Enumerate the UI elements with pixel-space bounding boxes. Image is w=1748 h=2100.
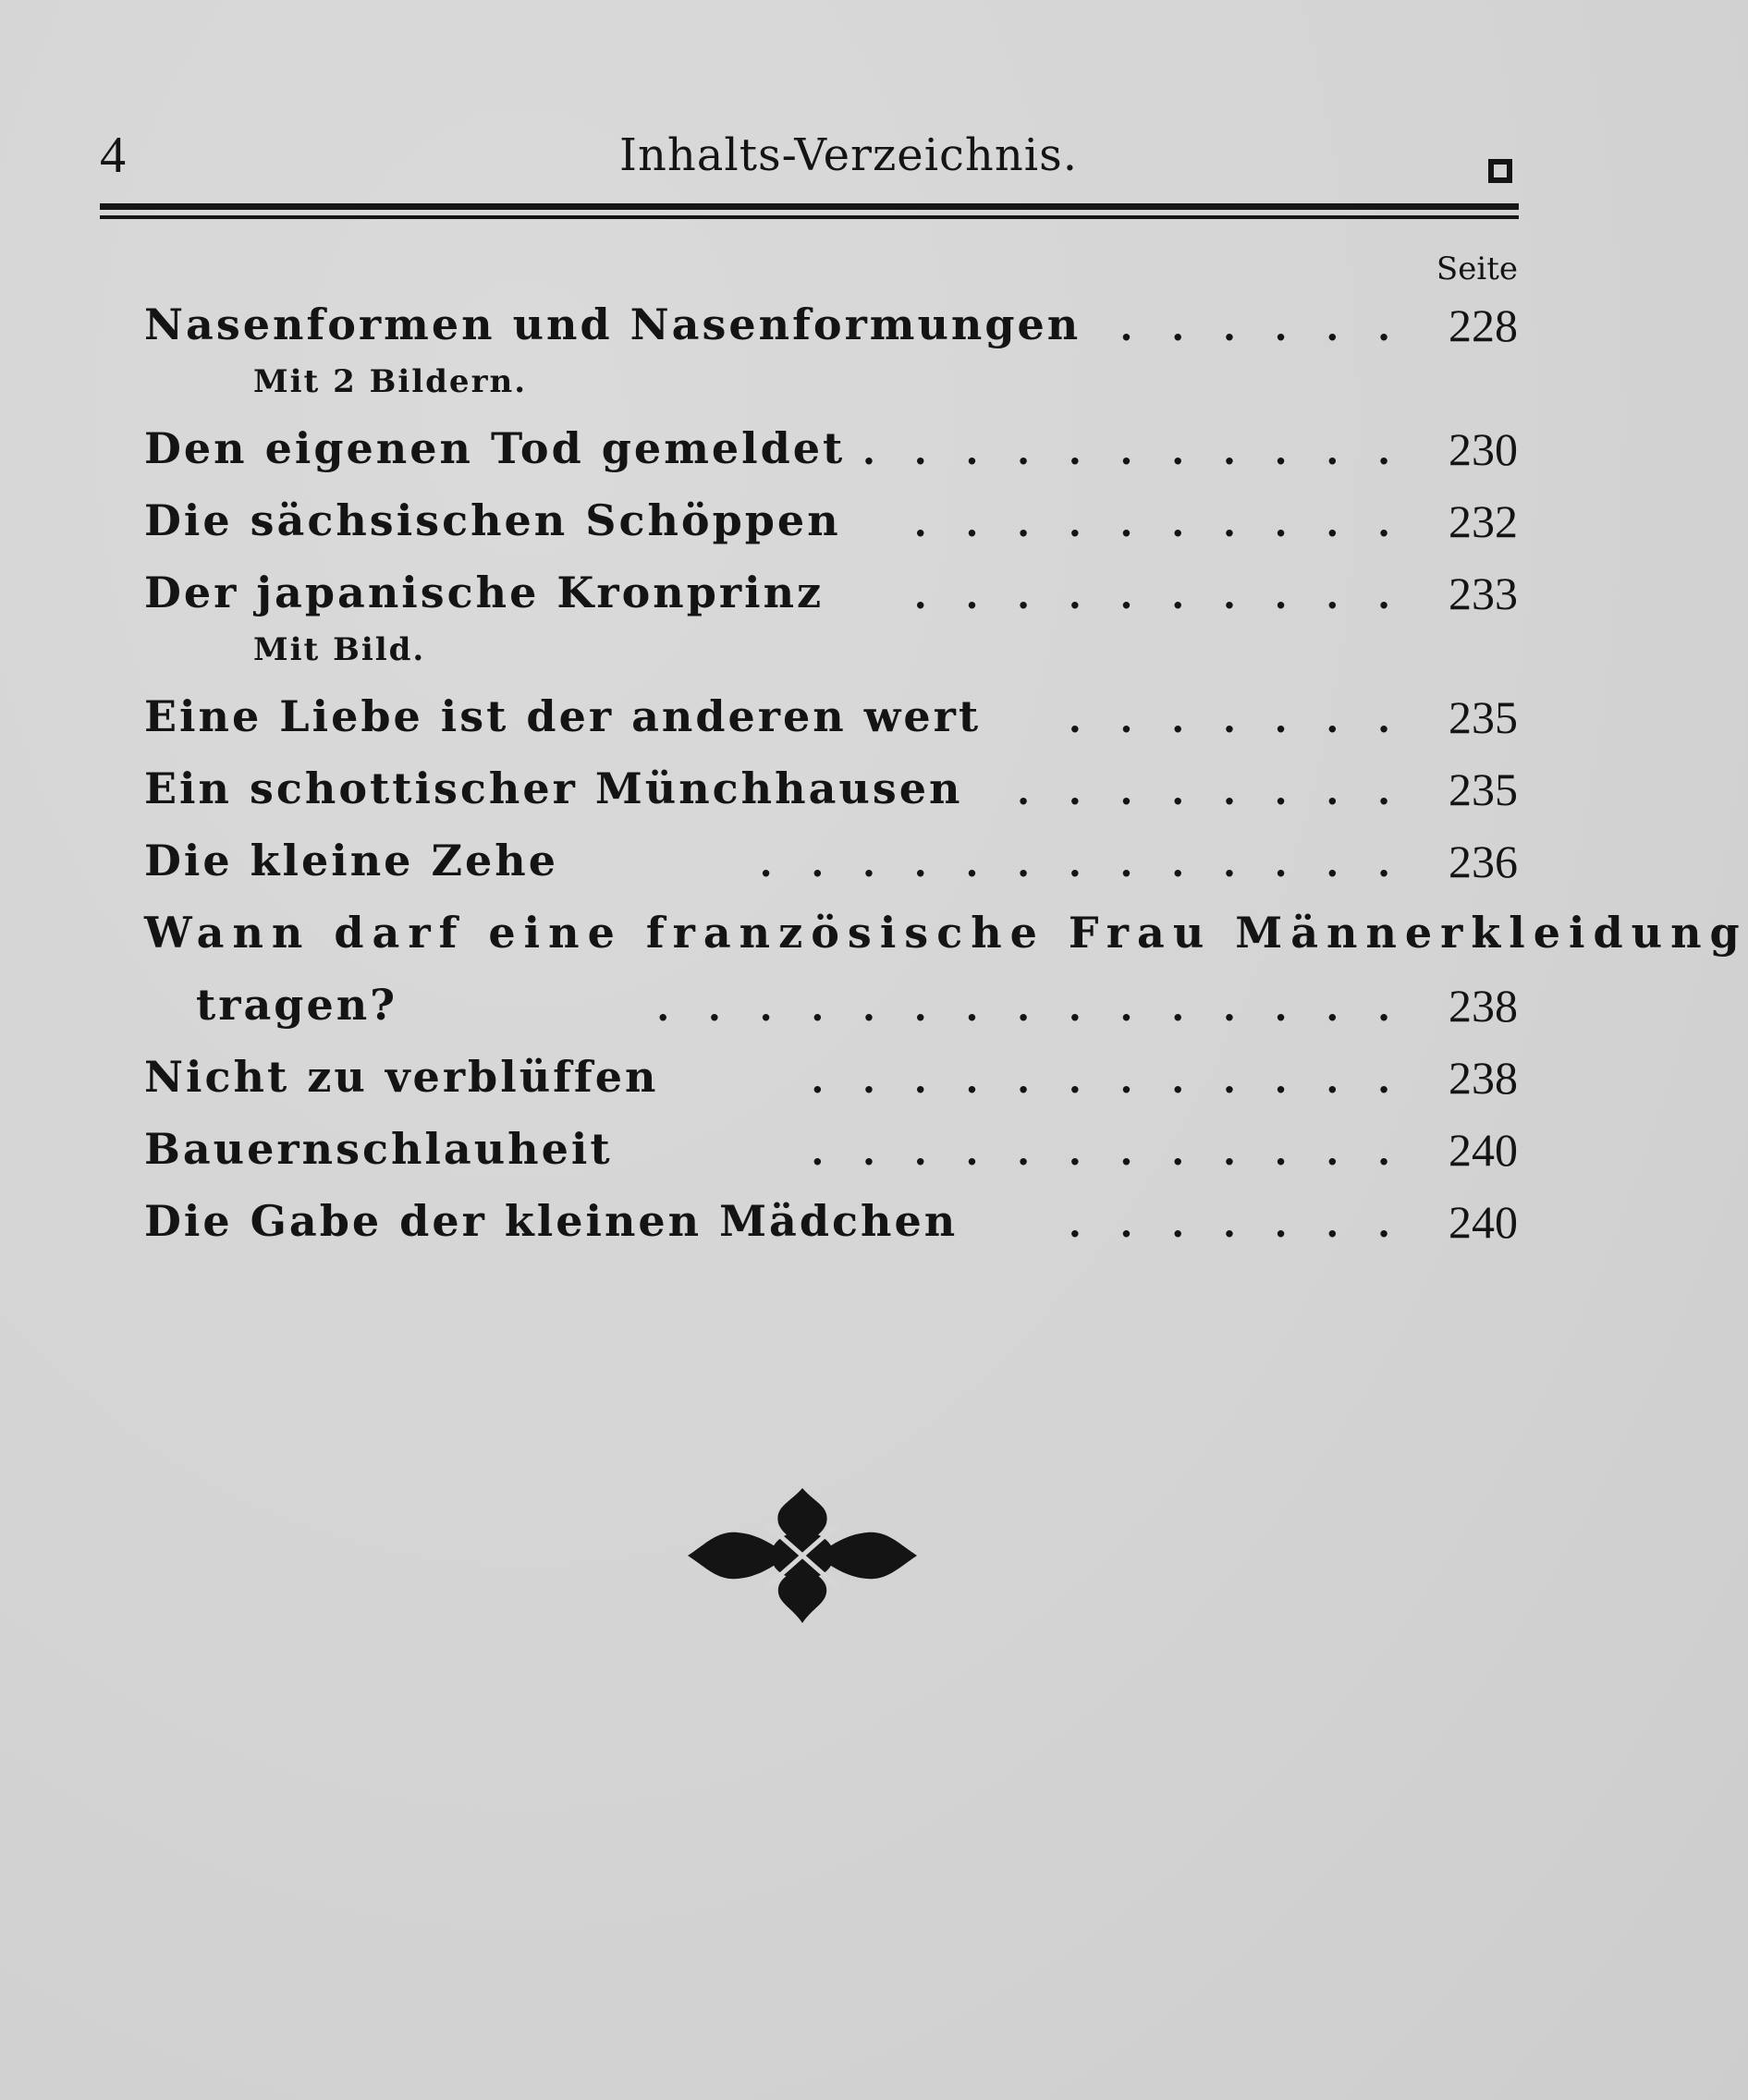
toc-entry-page: 228 — [1449, 299, 1518, 351]
toc-entry-title: Eine Liebe ist der anderen wert — [144, 691, 982, 741]
page-header — [100, 128, 1523, 183]
dot-leader: . . . . . . . — [1068, 698, 1390, 741]
page-column-label: Seite — [1436, 250, 1518, 287]
toc-entry-title: Den eigenen Tod gemeldet — [144, 423, 846, 473]
toc-entry — [144, 288, 1518, 360]
toc-entry-page: 238 — [1449, 980, 1518, 1032]
dot-leader: . . . . . . — [1119, 306, 1390, 349]
toc-entry-title: Der japanische Kronprinz — [144, 568, 825, 617]
toc-entry-page: 238 — [1449, 1052, 1518, 1104]
toc-entry — [144, 1041, 1518, 1113]
toc-entry-note: Mit Bild. — [253, 631, 426, 668]
toc-entry-page: 236 — [1449, 836, 1518, 887]
table-of-contents — [144, 288, 1748, 1257]
dot-leader: . . . . . . . . . . . . — [811, 1058, 1390, 1102]
square-icon — [1488, 159, 1512, 183]
dot-leader: . . . . . . . . . . — [913, 502, 1390, 545]
toc-entry-page: 240 — [1449, 1124, 1518, 1176]
toc-entry — [144, 824, 1518, 897]
floral-ornament-icon — [686, 1486, 919, 1625]
toc-entry-title: Wann darf eine französische Frau Männerkleidung — [144, 908, 1748, 958]
dot-leader: . . . . . . . . . . . . . — [759, 842, 1390, 885]
toc-entry-page: 235 — [1449, 691, 1518, 743]
dot-leader: . . . . . . . . . . . . — [811, 1130, 1390, 1174]
dot-leader: . . . . . . . . — [1017, 770, 1390, 813]
toc-entry — [144, 680, 1518, 752]
toc-entry-continuation — [144, 969, 1518, 1041]
toc-entry-title: Nicht zu verblüffen — [144, 1052, 659, 1102]
header-rule-thick — [100, 203, 1519, 210]
dot-leader: . . . . . . . . . . . . . . . — [656, 986, 1390, 1030]
toc-entry — [144, 1113, 1518, 1185]
toc-entry-title: Die Gabe der kleinen Mädchen — [144, 1196, 959, 1246]
toc-entry-page: 232 — [1449, 495, 1518, 547]
toc-entry — [144, 484, 1518, 556]
toc-entry-title: Ein schottischer Münchhausen — [144, 763, 963, 813]
toc-entry — [144, 1185, 1518, 1257]
page-number: 4 — [100, 127, 126, 184]
header-rule-thin — [100, 215, 1519, 219]
toc-entry — [144, 752, 1518, 824]
toc-entry-page: 240 — [1449, 1196, 1518, 1248]
toc-entry — [144, 897, 1748, 969]
toc-entry-title: Bauernschlauheit — [144, 1124, 613, 1174]
running-title: Inhalts-Verzeichnis. — [618, 129, 1078, 181]
toc-entry-title-continuation: tragen? — [196, 980, 398, 1030]
toc-entry-note: Mit 2 Bildern. — [253, 363, 528, 400]
toc-entry-page: 230 — [1449, 423, 1518, 475]
dot-leader: . . . . . . . . . . . — [862, 430, 1390, 473]
toc-entry — [144, 412, 1518, 484]
toc-entry-page: 233 — [1449, 568, 1518, 619]
toc-entry-title: Nasenformen und Nasenformungen — [144, 299, 1082, 349]
toc-entry-title: Die sächsischen Schöppen — [144, 495, 841, 545]
dot-leader: . . . . . . . . . . — [913, 574, 1390, 617]
toc-entry-title: Die kleine Zehe — [144, 836, 559, 885]
dot-leader: . . . . . . . — [1068, 1203, 1390, 1246]
toc-entry-page: 235 — [1449, 763, 1518, 815]
toc-entry — [144, 556, 1518, 629]
